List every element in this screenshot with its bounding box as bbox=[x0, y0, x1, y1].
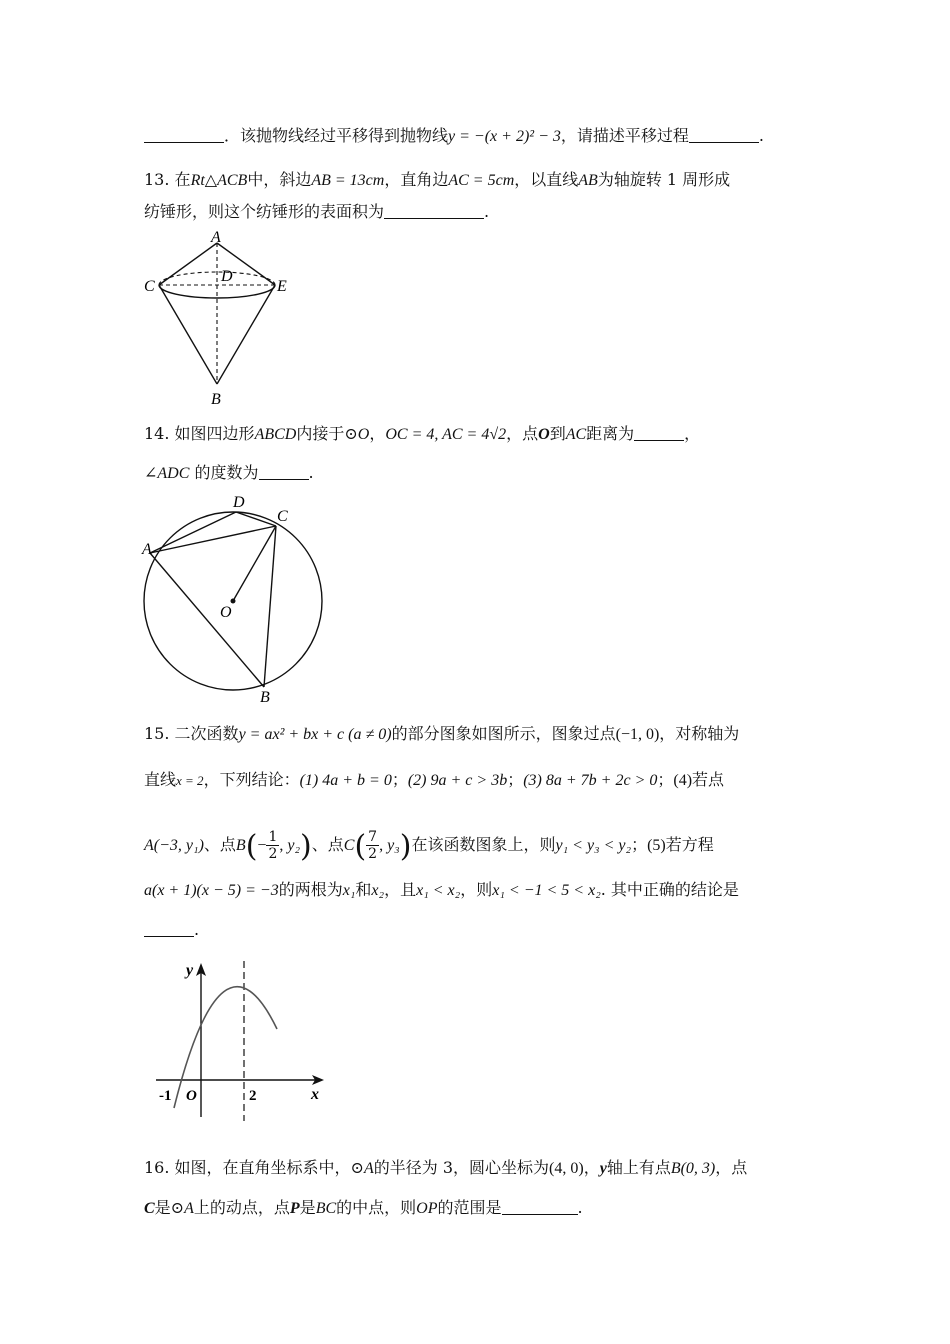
q14-text: 的度数为 bbox=[194, 463, 259, 482]
q13-line-2 bbox=[144, 200, 489, 224]
edge-eb bbox=[217, 285, 275, 384]
spindle-figure bbox=[138, 228, 308, 408]
q16-number: 16. bbox=[144, 1158, 170, 1177]
answer-blank[interactable] bbox=[634, 424, 684, 441]
q14-line-2 bbox=[144, 461, 314, 486]
q15-equation: a(x + 1)(x − 5) = −3 bbox=[144, 882, 279, 899]
q15-text: ； bbox=[631, 835, 648, 854]
q12-text-b: ，请描述平移过程 bbox=[560, 126, 689, 145]
q15-root-order: x₁ < x₂ bbox=[416, 882, 461, 899]
q15-inequality: y₁ < y₃ < y₂ bbox=[555, 837, 632, 854]
segment-oc bbox=[233, 526, 276, 601]
q15-text: 的两根为 bbox=[278, 880, 343, 899]
q14-text: ，点 bbox=[506, 424, 539, 443]
q13-line-1 bbox=[144, 168, 730, 193]
q14-quadrilateral: ABCD bbox=[254, 426, 297, 443]
q15-result: x₁ < −1 < 5 < x₂ bbox=[492, 882, 601, 899]
q14-text: 内接于⊙ bbox=[296, 424, 358, 443]
q15-end: . bbox=[194, 920, 200, 939]
q15-text: 的部分图象如图所示，图象过点 bbox=[391, 724, 616, 743]
q14-number: 14. bbox=[144, 424, 170, 443]
q12-formula: y = −(x + 2)² − 3 bbox=[448, 128, 561, 145]
q15-sep: ； bbox=[507, 770, 524, 789]
answer-blank[interactable] bbox=[384, 202, 484, 219]
q15-line-4 bbox=[144, 878, 739, 903]
q15-text: 、点 bbox=[203, 835, 236, 854]
q14-point-o: O bbox=[538, 426, 550, 443]
q13-ab-axis: AB bbox=[578, 172, 598, 189]
q15-text: . 其中正确的结论是 bbox=[600, 880, 739, 899]
minus-sign: − bbox=[257, 837, 267, 854]
q16-circle-a: A bbox=[184, 1200, 194, 1217]
q15-conclusion-5-label: (5) bbox=[647, 837, 666, 854]
q15-line-2 bbox=[144, 768, 724, 793]
chord-ad bbox=[150, 512, 236, 553]
q15-conclusion-4-label: (4) bbox=[673, 772, 693, 789]
q13-text: ，直角边 bbox=[384, 170, 449, 189]
paren-close: ) bbox=[300, 829, 312, 864]
q16-op: OP bbox=[416, 1200, 438, 1217]
edge-ac bbox=[159, 243, 217, 285]
q12-line bbox=[144, 124, 764, 149]
q15-point: (−1, 0) bbox=[615, 726, 660, 743]
q15-text: ，对称轴为 bbox=[659, 724, 740, 743]
q16-text: 的范围是 bbox=[437, 1198, 502, 1217]
label-minus-one: -1 bbox=[159, 1088, 172, 1104]
chord-dc bbox=[236, 512, 276, 526]
q15-conclusion-2: (2) 9a + c > 3b bbox=[407, 772, 508, 789]
fraction-denominator: 2 bbox=[268, 846, 278, 862]
q14-line-1 bbox=[144, 422, 700, 447]
q15-text: 若方程 bbox=[665, 835, 714, 854]
q15-function: y = ax² + bx + c (a ≠ 0) bbox=[238, 726, 392, 743]
q16-text: ，点 bbox=[715, 1158, 748, 1177]
q15-conclusion-1: (1) 4a + b = 0 bbox=[299, 772, 392, 789]
q15-number: 15. bbox=[144, 724, 170, 743]
answer-blank[interactable] bbox=[259, 463, 309, 480]
q12-end: . bbox=[758, 126, 764, 145]
paren-open: ( bbox=[354, 829, 367, 864]
q16-text: 是⊙ bbox=[154, 1198, 185, 1217]
q14-text: ， bbox=[684, 424, 701, 443]
q13-text: 为轴旋转 1 周形成 bbox=[597, 170, 731, 189]
q15-sep: ； bbox=[391, 770, 408, 789]
q16-point-b: B(0, 3) bbox=[670, 1160, 716, 1177]
q15-axis: x = 2 bbox=[176, 773, 204, 788]
q15-point-a: A(−3, y₁) bbox=[144, 837, 204, 854]
q16-text: 上的动点，点 bbox=[193, 1198, 290, 1217]
q15-x2: x₂ bbox=[371, 882, 385, 899]
q16-point-c: C bbox=[144, 1200, 155, 1217]
fraction-numerator: 7 bbox=[368, 829, 378, 845]
q16-text: 轴上有点 bbox=[606, 1158, 671, 1177]
q14-text: ， bbox=[369, 424, 386, 443]
q15-text: 和 bbox=[355, 880, 372, 899]
q12-text-a: ．该抛物线经过平移得到抛物线 bbox=[224, 126, 449, 145]
q15-text: 二次函数 bbox=[174, 724, 239, 743]
q15-point-c-label: C bbox=[343, 837, 355, 854]
label-d: D bbox=[221, 268, 233, 285]
q14-text: 到 bbox=[549, 424, 566, 443]
answer-blank[interactable] bbox=[144, 920, 194, 937]
comma: , bbox=[379, 837, 388, 854]
q13-text: 中，斜边 bbox=[247, 170, 312, 189]
q13-triangle: Rt△ACB bbox=[190, 172, 248, 189]
q16-text: ， bbox=[583, 1158, 600, 1177]
q15-line-3 bbox=[144, 822, 714, 868]
comma: , bbox=[279, 837, 288, 854]
label-c: C bbox=[144, 278, 155, 295]
q15-text: 在该函数图象上，则 bbox=[411, 835, 556, 854]
label-o: O bbox=[220, 604, 232, 621]
q15-conclusion-3: (3) 8a + 7b + 2c > 0 bbox=[523, 772, 658, 789]
chord-cb bbox=[264, 526, 276, 687]
q15-point-b-label: B bbox=[235, 837, 246, 854]
fraction-numerator: 1 bbox=[268, 829, 278, 845]
answer-blank[interactable] bbox=[144, 126, 224, 143]
label-origin: O bbox=[186, 1088, 197, 1104]
q16-y-axis: y bbox=[599, 1160, 607, 1177]
label-c: C bbox=[277, 508, 288, 525]
q14-end: . bbox=[308, 463, 314, 482]
q13-text: ，以直线 bbox=[514, 170, 579, 189]
q14-text: 距离为 bbox=[586, 424, 635, 443]
q15-y3: y₃ bbox=[387, 837, 400, 854]
label-e: E bbox=[277, 278, 287, 295]
q14-text: 如图四边形 bbox=[174, 424, 255, 443]
edge-cb bbox=[159, 285, 217, 384]
q16-text: 如图，在直角坐标系中，⊙ bbox=[174, 1158, 364, 1177]
parabola-graph bbox=[150, 955, 340, 1125]
q15-text: 、点 bbox=[311, 835, 344, 854]
label-b: B bbox=[211, 391, 221, 408]
q15-text: ，下列结论： bbox=[203, 770, 300, 789]
q15-line-5 bbox=[144, 918, 199, 942]
q13-number: 13. bbox=[144, 170, 170, 189]
q16-bc: BC bbox=[315, 1200, 337, 1217]
chord-ab bbox=[150, 553, 264, 687]
label-two: 2 bbox=[249, 1088, 257, 1104]
answer-blank[interactable] bbox=[502, 1198, 578, 1215]
circle-figure bbox=[138, 490, 338, 706]
q16-text: 是 bbox=[299, 1198, 316, 1217]
label-a: A bbox=[211, 229, 221, 246]
fraction-denominator: 2 bbox=[368, 846, 378, 862]
q15-sep: ； bbox=[657, 770, 674, 789]
label-b: B bbox=[260, 689, 270, 706]
q16-line-1 bbox=[144, 1156, 747, 1181]
q16-text: 的中点，则 bbox=[336, 1198, 417, 1217]
q14-angle: ∠ADC bbox=[144, 465, 190, 482]
paren-open: ( bbox=[245, 829, 258, 864]
q13-text: 在 bbox=[174, 170, 191, 189]
label-x: x bbox=[311, 1086, 319, 1103]
answer-blank[interactable] bbox=[689, 126, 759, 143]
q15-line-1 bbox=[144, 722, 739, 747]
fraction-b bbox=[266, 829, 279, 862]
label-y: y bbox=[186, 962, 194, 979]
q14-condition: OC = 4, AC = 4√2 bbox=[385, 426, 507, 443]
q15-y2: y₂ bbox=[287, 837, 301, 854]
q13-text: 纺锤形，则这个纺锤形的表面积为 bbox=[144, 202, 385, 221]
label-a: A bbox=[142, 541, 152, 558]
q13-ac: AC = 5cm bbox=[448, 172, 515, 189]
q15-text: 直线 bbox=[144, 770, 177, 789]
fraction-c bbox=[366, 829, 379, 862]
paren-close: ) bbox=[399, 829, 412, 864]
q16-center: (4, 0) bbox=[549, 1160, 584, 1177]
q16-end: . bbox=[577, 1198, 583, 1217]
center-point bbox=[231, 599, 236, 604]
q15-text: 若点 bbox=[692, 770, 725, 789]
q14-circle-o: O bbox=[357, 426, 370, 443]
q13-ab: AB = 13cm bbox=[311, 172, 385, 189]
q15-x1: x₁ bbox=[342, 882, 356, 899]
q15-text: ，且 bbox=[384, 880, 417, 899]
q14-ac: AC bbox=[565, 426, 587, 443]
q16-point-p: P bbox=[289, 1200, 300, 1217]
q16-text: 的半径为 3，圆心坐标为 bbox=[373, 1158, 550, 1177]
q13-end: . bbox=[484, 202, 490, 221]
q15-text: ，则 bbox=[460, 880, 493, 899]
label-d: D bbox=[233, 494, 245, 511]
q16-line-2 bbox=[144, 1196, 583, 1221]
q16-circle-a: A bbox=[363, 1160, 374, 1177]
